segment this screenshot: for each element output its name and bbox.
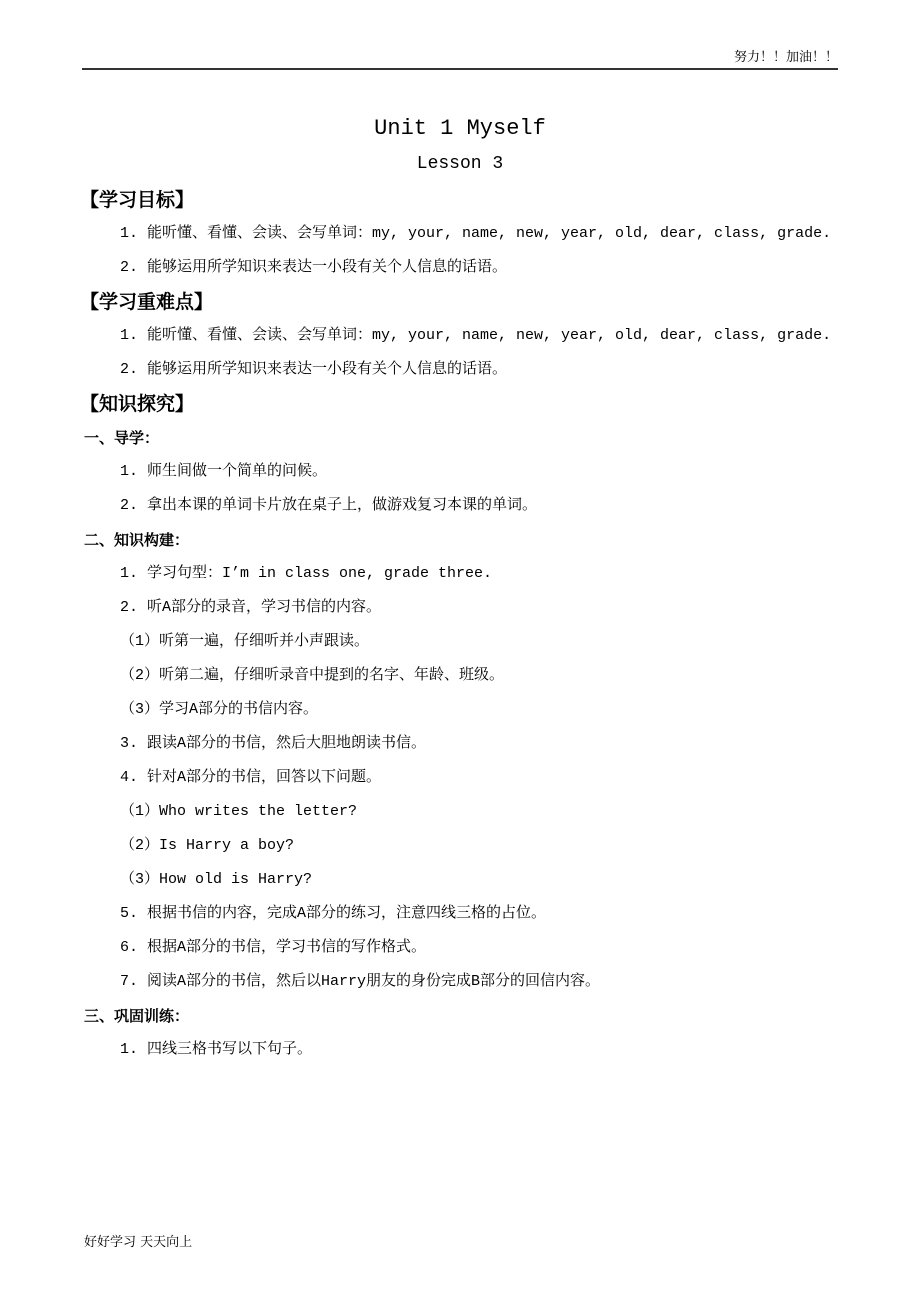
list-item: 1. 四线三格书写以下句子。: [120, 1041, 313, 1058]
document-body: [80, 183, 834, 1067]
section-heading-key-points: 【学习重难点】: [80, 291, 214, 313]
part1-heading: 一、导学：: [84, 429, 160, 447]
list-item: 2. 听A部分的录音，学习书信的内容。: [120, 599, 382, 616]
part2-heading: 二、知识构建：: [84, 531, 190, 549]
list-subitem: （3）How old is Harry?: [120, 871, 313, 888]
list-item: 7. 阅读A部分的书信，然后以Harry朋友的身份完成B部分的回信内容。: [120, 973, 601, 990]
page-title: Unit 1 Myself: [374, 116, 546, 141]
list-item: 4. 针对A部分的书信，回答以下问题。: [120, 769, 382, 786]
list-item: 2. 拿出本课的单词卡片放在桌子上，做游戏复习本课的单词。: [120, 497, 538, 514]
key-point-item: 2. 能够运用所学知识来表达一小段有关个人信息的话语。: [120, 361, 508, 378]
list-item: 6. 根据A部分的书信，学习书信的写作格式。: [120, 939, 427, 956]
list-subitem: （2）Is Harry a boy?: [120, 837, 295, 854]
lesson-subtitle: Lesson 3: [416, 154, 504, 174]
goal-item: 1. 能听懂、看懂、会读、会写单词：my, your, name, new, year, old, dear, class, grade.: [120, 225, 832, 242]
goal-item: 2. 能够运用所学知识来表达一小段有关个人信息的话语。: [120, 259, 508, 276]
list-subitem: （1）Who writes the letter?: [120, 803, 358, 820]
key-point-item: 1. 能听懂、看懂、会读、会写单词：my, your, name, new, year, old, dear, class, grade.: [120, 327, 832, 344]
list-subitem: （2）听第二遍，仔细听录音中提到的名字、年龄、班级。: [120, 667, 505, 684]
list-item: 1. 师生间做一个简单的问候。: [120, 463, 328, 480]
list-item: 5. 根据书信的内容，完成A部分的练习，注意四线三格的占位。: [120, 905, 547, 922]
list-item: 3. 跟读A部分的书信，然后大胆地朗读书信。: [120, 735, 427, 752]
list-subitem: （3）学习A部分的书信内容。: [120, 701, 319, 718]
part3-heading: 三、巩固训练：: [84, 1007, 190, 1025]
header-rule: [82, 68, 838, 70]
footer-text: 好好学习 天天向上: [84, 1235, 193, 1250]
list-subitem: （1）听第一遍，仔细听并小声跟读。: [120, 633, 370, 650]
list-item: 1. 学习句型：I’m in class one, grade three.: [120, 565, 493, 582]
section-heading-goals: 【学习目标】: [80, 189, 195, 211]
header-slogan: 努力！！加油！！: [733, 50, 838, 65]
section-heading-explore: 【知识探究】: [80, 393, 195, 415]
